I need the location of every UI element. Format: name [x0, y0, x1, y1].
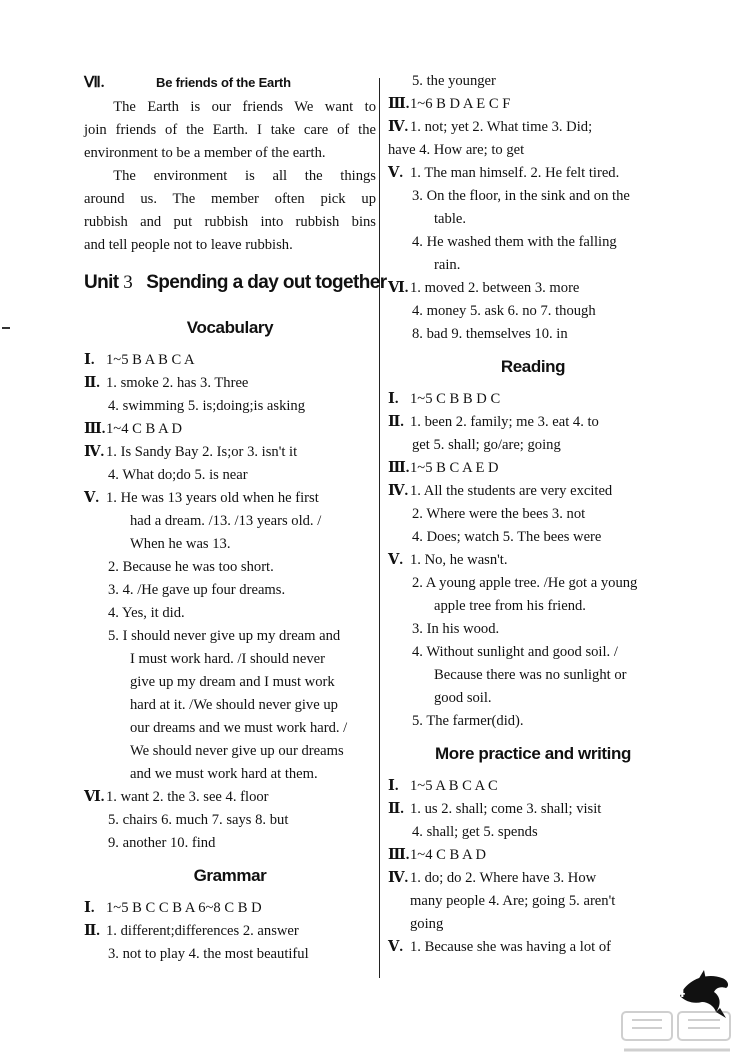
answer-line: 5. I should never give up my dream and	[108, 628, 341, 644]
answer-line: 4. swimming 5. is;doing;is asking	[108, 398, 306, 414]
question-number: Ⅳ.	[388, 870, 409, 886]
answer-line: had a dream. /13. /13 years old. /	[130, 513, 322, 529]
question-number: Ⅴ.	[84, 490, 99, 506]
answer-line: Ⅳ. 1. do; do 2. Where have 3. How	[388, 867, 678, 890]
passage-line: The environment is all the things	[113, 168, 376, 184]
answer-line: We should never give up our dreams	[130, 743, 344, 759]
margin-tick	[2, 327, 10, 329]
question-number: Ⅱ.	[84, 375, 100, 391]
reading-answers	[388, 388, 678, 733]
page-number: 4	[676, 984, 685, 1001]
answer-line: 8. bad 9. themselves 10. in	[412, 326, 568, 342]
question-number: Ⅴ.	[388, 165, 403, 181]
answer-line: 5. chairs 6. much 7. says 8. but	[108, 812, 289, 828]
answer-line: Ⅲ.1~4 C B A D	[84, 418, 376, 441]
answer-line: Ⅴ. 1. Because she was having a lot of	[388, 936, 678, 959]
answer-line: 3. In his wood.	[412, 621, 500, 637]
answer-line: table.	[434, 211, 467, 227]
section-number: Ⅶ.	[84, 75, 105, 91]
more-practice-heading: More practice and writing	[435, 744, 631, 763]
question-number: Ⅰ.	[84, 900, 95, 916]
answer-line: Ⅵ. 1. moved 2. between 3. more	[388, 277, 678, 300]
answer-line: 3. 4. /He gave up four dreams.	[108, 582, 286, 598]
question-number: Ⅱ.	[388, 414, 404, 430]
question-number: Ⅰ.	[84, 352, 95, 368]
answer-line: Ⅰ. 1~5 C B B D C	[388, 388, 678, 411]
question-number: Ⅳ.	[84, 444, 105, 460]
passage-line: environment to be a member of the earth.	[84, 145, 326, 161]
answer-line: 4. Without sunlight and good soil. /	[412, 644, 618, 660]
answer-line: 2. A young apple tree. /He got a young	[412, 575, 638, 591]
reading-heading: Reading	[500, 357, 566, 376]
vocabulary-answers	[84, 349, 376, 855]
answer-line: Ⅱ. 1. different;differences 2. answer	[84, 920, 376, 943]
section-title: Be friends of the Earth	[156, 75, 291, 90]
answer-line: Ⅱ. 1. us 2. shall; come 3. shall; visit	[388, 798, 678, 821]
answer-line: 4. What do;do 5. is near	[108, 467, 248, 483]
answer-line: 4. money 5. ask 6. no 7. though	[412, 303, 596, 319]
answer-line: Ⅴ. 1. No, he wasn't.	[388, 549, 678, 572]
question-number: Ⅰ.	[388, 778, 399, 794]
answer-line: many people 4. Are; going 5. aren't	[410, 893, 616, 909]
answer-line: Ⅳ. 1. All the students are very excited	[388, 480, 678, 503]
answer-line: apple tree from his friend.	[434, 598, 586, 614]
answer-line: Ⅰ. 1~5 B C C B A 6~8 C B D	[84, 897, 376, 920]
passage-line: around us. The member often pick up	[84, 191, 376, 207]
answer-line: Ⅳ. 1. Is Sandy Bay 2. Is;or 3. isn't it	[84, 441, 376, 464]
answer-line: 5. the younger	[412, 73, 496, 89]
answer-line: 4. Does; watch 5. The bees were	[412, 529, 602, 545]
answer-line: 3. On the floor, in the sink and on the	[412, 188, 630, 204]
answer-line: 9. another 10. find	[108, 835, 216, 851]
answer-line: Ⅵ. 1. want 2. the 3. see 4. floor	[84, 786, 376, 809]
unit-name: Spending a day out together	[146, 272, 387, 293]
column-divider	[379, 78, 380, 978]
answer-line: 2. Because he was too short.	[108, 559, 274, 575]
answer-line: Ⅲ.1~4 C B A D	[388, 844, 678, 867]
question-number: Ⅴ.	[388, 939, 403, 955]
unit-title	[84, 263, 387, 303]
question-number: Ⅳ.	[388, 119, 409, 135]
answer-line: 5. The farmer(did).	[412, 713, 524, 729]
question-number: Ⅰ.	[388, 391, 399, 407]
writing-passage	[84, 96, 376, 257]
unit-label: Unit	[84, 272, 119, 293]
more-practice-answers	[388, 775, 678, 959]
question-number: Ⅴ.	[388, 552, 403, 568]
answer-line: I must work hard. /I should never	[130, 651, 325, 667]
question-number: Ⅱ.	[84, 923, 100, 939]
answer-line: our dreams and we must work hard. /	[130, 720, 348, 736]
grammar-answers	[84, 897, 376, 966]
question-number: Ⅲ.	[388, 847, 410, 863]
answer-line: Ⅲ.1~6 B D A E C F	[388, 93, 678, 116]
answer-line: have 4. How are; to get	[388, 142, 525, 158]
section-vii-heading	[84, 70, 376, 96]
answer-line: Ⅲ.1~5 B C A E D	[388, 457, 678, 480]
answer-line: Ⅴ. 1. He was 13 years old when he first	[84, 487, 376, 510]
answer-line: When he was 13.	[130, 536, 231, 552]
vocabulary-heading: Vocabulary	[186, 318, 274, 337]
passage-line: rubbish and put rubbish into rubbish bins	[84, 214, 376, 230]
answer-line: going	[410, 916, 444, 932]
answer-line: and we must work hard at them.	[130, 766, 318, 782]
unit-number: 3	[123, 272, 133, 293]
question-number: Ⅵ.	[388, 280, 409, 296]
answer-line: Ⅴ. 1. The man himself. 2. He felt tired.	[388, 162, 678, 185]
answer-line: Ⅱ. 1. smoke 2. has 3. Three	[84, 372, 376, 395]
answer-line: 4. Yes, it did.	[108, 605, 185, 621]
right-column	[388, 70, 678, 959]
question-number: Ⅱ.	[388, 801, 404, 817]
left-column	[84, 70, 387, 966]
answer-line: 3. not to play 4. the most beautiful	[108, 946, 309, 962]
answer-line: give up my dream and I must work	[130, 674, 335, 690]
answer-line: get 5. shall; go/are; going	[412, 437, 561, 453]
answer-line: Because there was no sunlight or	[434, 667, 627, 683]
grammar-answers-continued	[388, 70, 678, 346]
passage-line: join friends of the Earth. I take care of the	[84, 122, 376, 138]
answer-line: 4. He washed them with the falling	[412, 234, 617, 250]
answer-line: Ⅳ. 1. not; yet 2. What time 3. Did;	[388, 116, 678, 139]
passage-line: and tell people not to leave rubbish.	[84, 237, 293, 253]
question-number: Ⅲ.	[84, 421, 106, 437]
answer-line: rain.	[434, 257, 461, 273]
question-number: Ⅲ.	[388, 96, 410, 112]
answer-line: hard at it. /We should never give up	[130, 697, 338, 713]
answer-line: good soil.	[434, 690, 492, 706]
question-number: Ⅲ.	[388, 460, 410, 476]
answer-line: 2. Where were the bees 3. not	[412, 506, 586, 522]
answer-line: 4. shall; get 5. spends	[412, 824, 538, 840]
answer-line: Ⅰ. 1~5 A B C A C	[388, 775, 678, 798]
grammar-heading: Grammar	[193, 866, 267, 885]
question-number: Ⅳ.	[388, 483, 409, 499]
answer-line: Ⅰ. 1~5 B A B C A	[84, 349, 376, 372]
watermark-logo-icon	[618, 1006, 736, 1060]
question-number: Ⅵ.	[84, 789, 105, 805]
passage-line: The Earth is our friends We want to	[113, 99, 376, 115]
answer-line: Ⅱ. 1. been 2. family; me 3. eat 4. to	[388, 411, 678, 434]
